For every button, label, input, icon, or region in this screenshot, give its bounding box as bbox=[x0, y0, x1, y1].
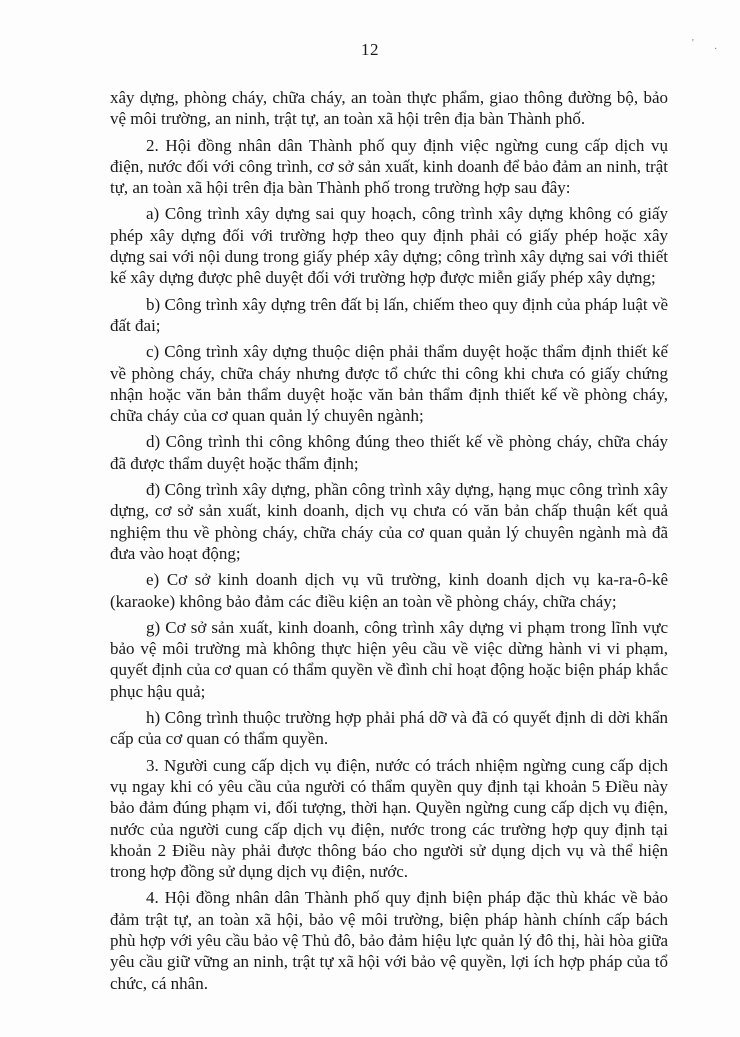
paragraph-point-h: h) Công trình thuộc trường hợp phải phá dỡ và đã có quyết định di dời khẩn cấp của cơ quan có thẩm quyền. bbox=[110, 708, 668, 749]
paragraph-point-c: c) Công trình xây dựng thuộc diện phải thẩm duyệt hoặc thẩm định thiết kế về phòng cháy, chữa cháy nhưng được tổ chức thi công khi chưa có giấy chứng nhận hoặc văn bản thẩm duyệt hoặc văn bản thẩm định thiết kế về phòng cháy, chữa cháy của cơ quan quản lý chuyên ngành; bbox=[110, 342, 668, 426]
scan-speck: ' bbox=[692, 38, 694, 49]
paragraph-point-a: a) Công trình xây dựng sai quy hoạch, công trình xây dựng không có giấy phép xây dựng đối với trường hợp theo quy định phải có giấy phép hoặc xây dựng sai với nội dung trong giấy phép xây dựng; công trình xây dựng sai với thiết kế xây dựng được phê duyệt đối với trường hợp được miễn giấy phép xây dựng; bbox=[110, 204, 668, 288]
page-number: 12 bbox=[361, 40, 379, 59]
document-body bbox=[110, 87, 668, 999]
paragraph-continuation: xây dựng, phòng cháy, chữa cháy, an toàn thực phẩm, giao thông đường bộ, bảo vệ môi trường, an ninh, trật tự, an toàn xã hội trên địa bàn Thành phố. bbox=[110, 88, 668, 129]
paragraph-point-dd: đ) Công trình xây dựng, phần công trình xây dựng, hạng mục công trình xây dựng, cơ sở sản xuất, kinh doanh, dịch vụ chưa có văn bản chấp thuận kết quả nghiệm thu về phòng cháy, chữa cháy của cơ quan quản lý chuyên ngành mà đã đưa vào hoạt động; bbox=[110, 480, 668, 563]
paragraph-clause-4: 4. Hội đồng nhân dân Thành phố quy định biện pháp đặc thù khác về bảo đảm trật tự, an toàn xã hội, bảo vệ môi trường, biện pháp hành chính cấp bách phù hợp với yêu cầu bảo vệ Thủ đô, bảo đảm hiệu lực quản lý đô thị, hài hòa giữa yêu cầu giữ vững an ninh, trật tự xã hội với bảo vệ quyền, lợi ích hợp pháp của tổ chức, cá nhân. bbox=[110, 888, 668, 993]
paragraph-point-b: b) Công trình xây dựng trên đất bị lấn, chiếm theo quy định của pháp luật về đất đai; bbox=[110, 294, 668, 335]
paragraph-clause-3: 3. Người cung cấp dịch vụ điện, nước có trách nhiệm ngừng cung cấp dịch vụ ngay khi có yêu cầu của người có thẩm quyền quy định tại khoản 5 Điều này bảo đảm đúng phạm vi, đối tượng, thời hạn. Quyền ngừng cung cấp dịch vụ điện, nước của người cung cấp dịch vụ điện, nước trong các trường hợp quy định tại khoản 2 Điều này phải được thông báo cho người sử dụng dịch vụ và thể hiện trong hợp đồng sử dụng dịch vụ điện, nước. bbox=[110, 755, 668, 882]
paragraph-point-d: d) Công trình thi công không đúng theo thiết kế về phòng cháy, chữa cháy đã được thẩm duyệt hoặc thẩm định; bbox=[110, 432, 668, 473]
paragraph-point-g: g) Cơ sở sản xuất, kinh doanh, công trình xây dựng vi phạm trong lĩnh vực bảo vệ môi trường mà không thực hiện yêu cầu về việc dừng hành vi vi phạm, quyết định của cơ quan có thẩm quyền về đình chỉ hoạt động hoặc biện pháp khắc phục hậu quả; bbox=[110, 617, 668, 701]
scan-speck: · bbox=[714, 44, 718, 55]
paragraph-clause-2: 2. Hội đồng nhân dân Thành phố quy định việc ngừng cung cấp dịch vụ điện, nước đối với công trình, cơ sở sản xuất, kinh doanh để bảo đảm an ninh, trật tự, an toàn xã hội trên địa bàn Thành phố trong trường hợp sau đây: bbox=[110, 135, 668, 198]
paragraph-point-e: e) Cơ sở kinh doanh dịch vụ vũ trường, kinh doanh dịch vụ ka-ra-ô-kê (karaoke) không bảo đảm các điều kiện an toàn về phòng cháy, chữa cháy; bbox=[110, 570, 668, 611]
